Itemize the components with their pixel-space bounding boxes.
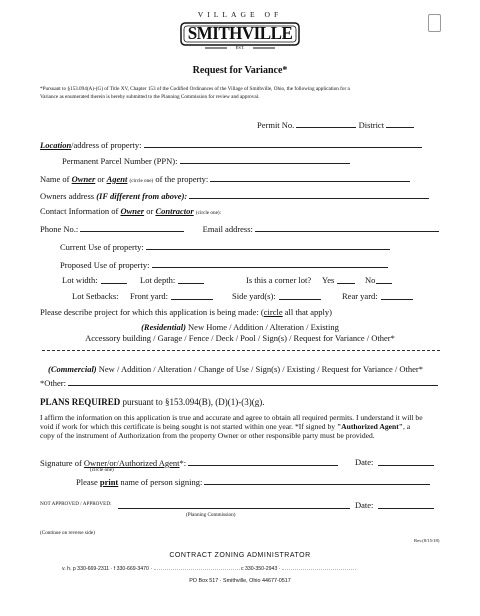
plans-label: PLANS REQUIRED	[40, 397, 121, 407]
rear-yard-field[interactable]	[381, 291, 413, 300]
signature-field[interactable]	[188, 457, 338, 466]
circle-one-note-2: (circle one):	[195, 210, 222, 216]
ppn-row	[62, 155, 350, 166]
front-yard-label: Front yard:	[130, 291, 169, 301]
ppn-label: Permanent Parcel Number (PPN):	[62, 156, 178, 166]
affirm-2b: "Authorized Agent"	[336, 422, 403, 431]
approval-date-label: Date:	[355, 500, 374, 510]
print-name-field[interactable]	[204, 476, 430, 485]
contact-owner-word: Owner	[120, 206, 145, 216]
permit-row	[257, 119, 414, 130]
print-b: print	[99, 477, 119, 487]
location-field[interactable]	[144, 139, 422, 148]
section-divider	[42, 350, 440, 351]
revision-note: Rev.(8/15/18)	[414, 538, 440, 543]
residential-options[interactable]: New Home / Addition / Alteration / Existing	[185, 322, 339, 332]
name-of-label: Name of	[40, 174, 70, 184]
sig-date-field[interactable]	[378, 457, 434, 466]
location-label: /address of property:	[71, 140, 142, 150]
lot-width-label: Lot width:	[62, 275, 98, 285]
current-use-label: Current Use of property:	[60, 242, 144, 252]
phone-row	[40, 223, 439, 234]
village-of-label: VILLAGE OF	[197, 10, 283, 19]
front-yard-field[interactable]	[171, 291, 213, 300]
permit-field[interactable]	[296, 119, 356, 128]
owner-name-field[interactable]	[210, 173, 410, 182]
current-use-row	[60, 241, 390, 252]
continue-note: (Continue on reverse side)	[40, 530, 95, 536]
yes-label: Yes	[322, 275, 335, 285]
side-yards-label: Side yard(s):	[232, 291, 276, 301]
setbacks-label: Lot Setbacks:	[72, 291, 119, 301]
affirm-line-1: I affirm the information on this application is true and accurate and agree to obtain all required permits. I understand it will be	[40, 413, 423, 422]
contact-or-word: or	[146, 206, 154, 216]
affirm-2c: , a	[402, 422, 411, 431]
signature-label-a: Signature of	[40, 458, 84, 468]
describe-label-a: Please describe project for which this application is being made: (	[40, 307, 264, 317]
lot-width-field[interactable]	[101, 275, 127, 284]
yes-field[interactable]	[337, 275, 355, 284]
phone-label: Phone No.:	[40, 224, 79, 234]
intro-line-2: Variance as enumerated therein is hereby submitted to the Planning Commission for review and approval.	[40, 94, 260, 100]
proposed-use-field[interactable]	[152, 259, 388, 268]
mailing-address: PO Box 517 · Smithville, Ohio 44677-0517	[189, 578, 291, 584]
phone-field[interactable]	[80, 223, 184, 232]
signature-label-b: *:	[179, 458, 187, 468]
other-label: *Other:	[40, 378, 66, 388]
proposed-use-label: Proposed Use of property:	[60, 260, 150, 270]
phones-b: c 330-350-2943 ·	[240, 566, 281, 572]
print-c: name of person signing:	[118, 477, 203, 487]
no-field[interactable]	[376, 275, 392, 284]
describe-circle: circle	[263, 307, 283, 317]
district-field[interactable]	[386, 119, 414, 128]
if-different-label: (IF different from above):	[96, 191, 188, 201]
owners-address-field[interactable]	[189, 190, 429, 199]
ppn-field[interactable]	[180, 155, 350, 164]
side-yards-field[interactable]	[279, 291, 321, 300]
email-label: Email address:	[202, 224, 253, 234]
no-label: No	[365, 275, 376, 285]
plans-rest: pursuant to §153.094(B), (D)(1)-(3)(g).	[120, 397, 265, 407]
proposed-use-row	[60, 259, 388, 270]
phone-line	[62, 566, 356, 572]
agent-word: Agent	[106, 174, 128, 184]
rear-yard-label: Rear yard:	[342, 291, 378, 301]
email-field[interactable]	[255, 223, 439, 232]
other-row	[40, 377, 438, 388]
or-word: or	[97, 174, 105, 184]
approval-date-field[interactable]	[378, 500, 434, 509]
owner-word: Owner	[71, 174, 96, 184]
commercial-row	[48, 364, 423, 374]
commercial-options[interactable]: New / Addition / Alteration / Change of Use / Sign(s) / Existing / Request for Variance / Other*	[96, 364, 423, 374]
lot-depth-field[interactable]	[178, 275, 204, 284]
describe-row	[40, 307, 332, 317]
name-owner-row	[40, 173, 410, 184]
intro-line-1: *Pursuant to §153.094(A)-(G) of Title XV, Chapter 153 of the Codified Ordinances of the Village of Smithville, Ohio, the following application for a	[40, 86, 350, 92]
of-property-label: of the property:	[155, 174, 209, 184]
lot-depth-label: Lot depth:	[140, 275, 176, 285]
residential-label: (Residential)	[141, 322, 186, 332]
affirm-2a: void if work for which this certificate is being sought is not started within one year. *If signed by	[40, 422, 337, 431]
sig-date-label: Date:	[355, 457, 374, 467]
owners-address-label: Owners address	[40, 191, 95, 201]
contact-row	[40, 206, 221, 216]
other-field[interactable]	[68, 377, 438, 386]
print-a: Please	[76, 477, 100, 487]
admin-title: CONTRACT ZONING ADMINISTRATOR	[169, 552, 311, 559]
commercial-label: (Commercial)	[48, 364, 97, 374]
accessory-options[interactable]: Accessory building / Garage / Fence / Deck / Pool / Sign(s) / Request for Variance / Other*	[85, 333, 395, 343]
logo-text: SMITHVILLE	[187, 23, 293, 44]
residential-row	[0, 322, 480, 332]
signature-row	[40, 457, 338, 468]
owners-address-row	[40, 190, 429, 201]
approval-label: NOT APPROVED / APPROVED:	[40, 501, 112, 507]
print-row	[76, 476, 430, 487]
owner-or-agent: Owner/or/Authorized Agent	[83, 458, 180, 468]
contact-info-label: Contact Information of	[40, 206, 119, 216]
affirm-line-3: copy of the instrument of Authorization from the property Owner or other responsible party must be provided.	[40, 431, 375, 440]
corner-lot-label: Is this a corner lot?	[246, 275, 312, 285]
circle-one-note: (circle one)	[129, 178, 154, 184]
contractor-word: Contractor	[155, 206, 194, 216]
page-title: Request for Variance*	[192, 65, 288, 76]
circle-one-sig: (circle one)	[90, 467, 114, 473]
current-use-field[interactable]	[146, 241, 390, 250]
district-label: District	[358, 120, 385, 130]
location-row	[40, 139, 422, 150]
logo-est: EST.	[235, 45, 245, 50]
permit-label: Permit No.	[257, 120, 295, 130]
describe-label-b: all that apply)	[282, 307, 332, 317]
location-word: Location	[40, 140, 72, 150]
planning-commission-label: (Planning Commission)	[186, 512, 236, 518]
plans-row	[40, 397, 264, 407]
phones-a: v. h. p 330-669-2311 · f 330-669-3470 ·	[62, 566, 153, 572]
affirm-line-2	[40, 422, 410, 431]
approval-field[interactable]	[118, 500, 350, 509]
village-logo	[175, 20, 305, 52]
